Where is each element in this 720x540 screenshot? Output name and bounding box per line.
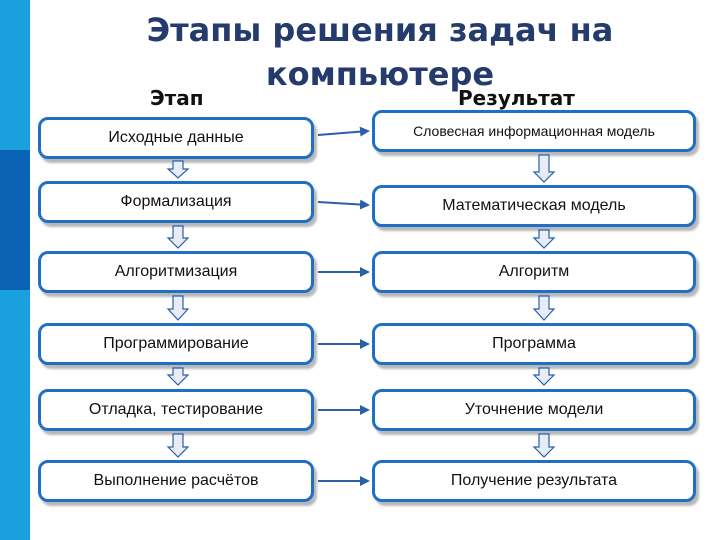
stage-column-header: Этап <box>150 86 204 110</box>
result-box-5: Уточнение модели <box>372 389 696 431</box>
down-arrow-left-2 <box>168 226 188 248</box>
result-box-3: Алгоритм <box>372 251 696 293</box>
down-arrow-left-4 <box>168 368 188 385</box>
stage-box-5: Отладка, тестирование <box>38 389 314 431</box>
sidebar-segment-bottom <box>0 290 30 540</box>
sidebar-segment-top <box>0 0 30 150</box>
stage-box-2: Формализация <box>38 181 314 223</box>
arrow-right-2 <box>318 202 368 205</box>
down-arrow-left-5 <box>168 434 188 457</box>
horizontal-arrows <box>318 131 368 481</box>
down-arrow-right-5 <box>534 434 554 457</box>
stage-box-3: Алгоритмизация <box>38 251 314 293</box>
stage-box-6: Выполнение расчётов <box>38 460 314 502</box>
sidebar-segment-middle <box>0 150 30 290</box>
result-box-4: Программа <box>372 323 696 365</box>
stage-box-1: Исходные данные <box>38 117 314 159</box>
stage-box-4: Программирование <box>38 323 314 365</box>
page-title: Этапы решения задач на компьютере <box>146 11 614 93</box>
sidebar-stripe <box>0 0 30 540</box>
down-arrow-left-1 <box>168 161 188 178</box>
down-arrow-right-4 <box>534 368 554 385</box>
result-column-header: Результат <box>458 86 575 110</box>
result-box-2: Математическая модель <box>372 185 696 227</box>
result-box-1: Словесная информационная модель <box>372 110 696 152</box>
down-arrow-left-3 <box>168 296 188 320</box>
down-arrow-right-2 <box>534 230 554 248</box>
down-arrow-right-3 <box>534 296 554 320</box>
down-arrow-right-1 <box>534 155 554 182</box>
result-box-6: Получение результата <box>372 460 696 502</box>
arrow-right-1 <box>318 131 368 135</box>
